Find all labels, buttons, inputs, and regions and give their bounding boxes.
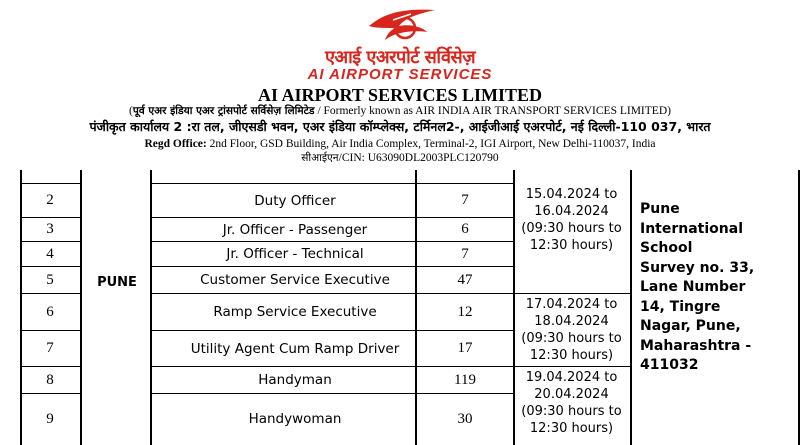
- cin-number: [0, 151, 800, 165]
- venue-line: School: [640, 240, 693, 256]
- date-line: 17.04.2024 to: [525, 297, 618, 312]
- vacancy-count: 6: [461, 221, 469, 237]
- serial-number: 6: [46, 303, 54, 320]
- date-line: 19.04.2024 to: [525, 370, 618, 385]
- registered-office-english: [0, 137, 800, 151]
- post-name: Handyman: [258, 372, 332, 388]
- date-line: 18.04.2024: [534, 314, 609, 329]
- post-name: Customer Service Executive: [200, 272, 390, 288]
- vacancy-count: 119: [454, 371, 476, 388]
- venue-line: 14, Tingre: [640, 298, 721, 315]
- date-line: 15.04.2024 to: [525, 187, 618, 202]
- post-name: Jr. Officer - Passenger: [222, 221, 368, 238]
- serial-number: 8: [46, 371, 54, 388]
- venue-address: [640, 200, 800, 376]
- post-name: Utility Agent Cum Ramp Driver: [190, 340, 400, 357]
- time-line: 12:30 hours): [529, 348, 614, 363]
- vacancy-count: 17: [457, 340, 473, 356]
- city-name: PUNE: [97, 275, 137, 290]
- venue-line: Lane Number: [640, 279, 746, 295]
- regd-office-address: 2nd Floor, GSD Building, Air India Complex, Terminal-2, IGI Airport, New Delhi-110037, India: [206, 138, 656, 150]
- serial-number: 4: [46, 245, 54, 262]
- cin-value: /CIN: U63090DL2003PLC120790: [338, 152, 499, 164]
- brand-name-english: AI AIRPORT SERVICES: [307, 66, 493, 83]
- formerly-open-paren: (: [129, 105, 133, 117]
- vacancy-count: 47: [457, 271, 473, 288]
- date-line: 20.04.2024: [534, 387, 609, 402]
- regd-office-label: Regd Office:: [144, 138, 207, 150]
- venue-line: Pune: [640, 201, 680, 217]
- time-line: (09:30 hours to: [521, 331, 622, 346]
- vacancy-count: 7: [461, 192, 469, 208]
- recruitment-table: [0, 170, 800, 445]
- serial-number: 9: [46, 410, 54, 427]
- serial-number: 5: [46, 271, 54, 288]
- time-line: 12:30 hours): [529, 421, 614, 436]
- serial-number: 7: [46, 340, 54, 356]
- venue-line: Nagar, Pune,: [640, 318, 741, 334]
- venue-line: International: [640, 220, 744, 237]
- date-line: 16.04.2024: [534, 204, 609, 219]
- interview-date-block: [513, 294, 630, 366]
- registered-office-hindi: पंजीकृत कार्यालय 2 :रा तल, जीएसडी भवन, एअर इंडिया कॉम्प्लेक्स, टर्मिनल2-, आईजीआई एअरपोर्ट, नई दिल्ली-110 037, भारत: [89, 119, 711, 134]
- brand-name-hindi: एआई एअरपोर्ट सर्विसेज़: [324, 47, 476, 68]
- vacancy-count: 12: [457, 303, 473, 320]
- interview-date-block: [513, 367, 630, 439]
- serial-number: 2: [46, 192, 54, 208]
- cin-hindi: सीआईएन: [301, 152, 339, 164]
- post-name: Duty Officer: [254, 192, 336, 209]
- venue-line: Maharashtra -: [640, 337, 752, 354]
- venue-line: Survey no. 33,: [640, 259, 755, 276]
- vacancy-count: 7: [461, 245, 469, 262]
- post-name: Handywoman: [248, 411, 342, 427]
- formerly-known-as: [0, 104, 800, 118]
- vacancy-count: 30: [457, 410, 473, 427]
- time-line: (09:30 hours to: [521, 404, 622, 419]
- formerly-hindi: पूर्व एअर इंडिया एअर ट्रांसपोर्ट सर्विसेज़ लिमिटेड: [132, 105, 315, 117]
- post-name: Ramp Service Executive: [213, 304, 377, 320]
- venue-line: 411032: [640, 357, 699, 373]
- post-name: Jr. Officer - Technical: [226, 246, 364, 262]
- airline-logo-icon: [365, 4, 439, 44]
- time-line: 12:30 hours): [529, 238, 614, 253]
- company-name: AI AIRPORT SERVICES LIMITED: [258, 85, 542, 105]
- time-line: (09:30 hours to: [521, 221, 622, 236]
- interview-date-block: [513, 180, 630, 260]
- serial-number: 3: [46, 221, 54, 237]
- formerly-english: / Formerly known as AIR INDIA AIR TRANSPORT SERVICES LIMITED): [314, 105, 671, 117]
